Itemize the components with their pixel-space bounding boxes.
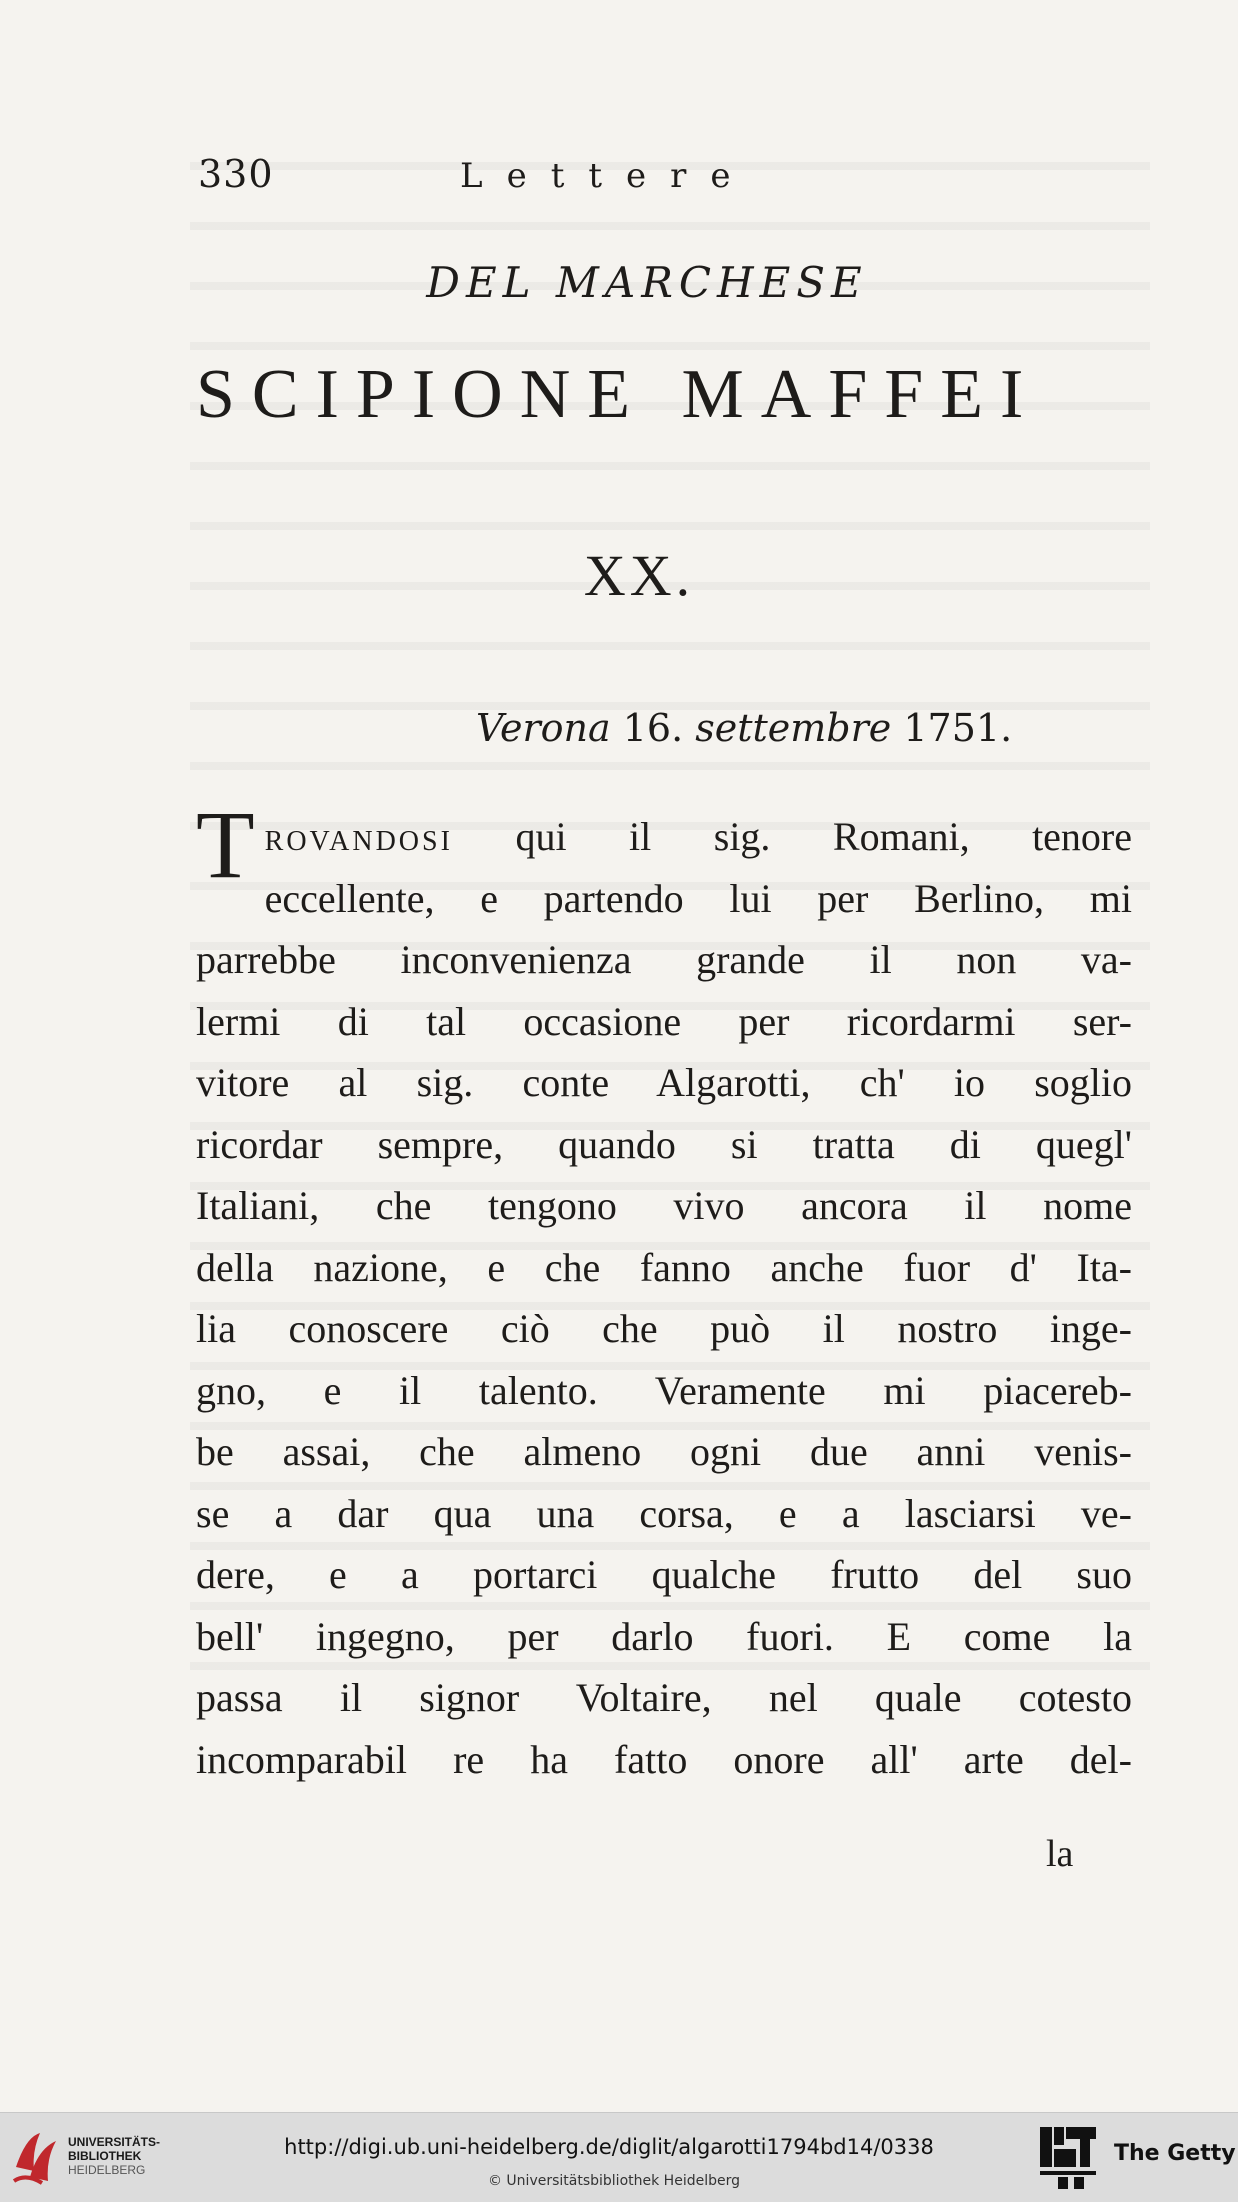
drop-cap: T [196,791,255,898]
page-header [198,152,1138,202]
text-line: incomparabil re ha fatto onore all' arte del- [196,1736,1132,1782]
text-line: passa il signor Voltaire, nel quale cotesto [196,1675,1132,1720]
dateline-day: 16. [622,706,684,750]
dateline [476,706,1116,750]
opening-small-caps: rovandosi [264,814,453,859]
text-line: ricordar sempre, quando si tratta di quegl' [196,1121,1132,1167]
ub-name-line-2: BIBLIOTHEK [68,2149,142,2163]
letter-body [196,791,1133,1790]
text-line: lermi di tal occasione per ricordarmi ser- [196,998,1132,1044]
first-line-rest: qui il sig. Romani, tenore [515,814,1133,859]
text-line [196,806,1132,868]
permalink-url[interactable]: http://digi.ub.uni-heidelberg.de/diglit/algarotti1794bd14/0338 [284,2135,934,2159]
text-line: se a dar qua una corsa, e a lasciarsi ve- [196,1490,1132,1536]
letter-number: XX. [583,543,695,608]
text-line: gno, e il talento. Veramente mi piacereb- [196,1367,1132,1413]
copyright-notice: © Universitätsbibliothek Heidelberg [487,2173,740,2189]
text-line: Italiani, che tengono vivo ancora il nome [196,1183,1132,1228]
text-line: lia conoscere ciò che può il nostro inge- [196,1306,1132,1351]
dateline-place: Verona [476,706,611,750]
dateline-month: settembre [695,706,892,750]
getty-label[interactable]: The Getty [1114,2141,1236,2166]
author-name: SCIPIONE MAFFEI [196,356,1041,433]
dateline-year: 1751. [903,706,1013,750]
text-line: parrebbe inconvenienza grande il non va- [196,937,1132,982]
running-title: Lettere [460,156,755,196]
text-line: bell' ingegno, per darlo fuori. E come la [196,1613,1132,1659]
footer-bar [0,2112,1238,2202]
text-line: della nazione, e che fanno anche fuor d' Ita- [196,1244,1132,1290]
text-line: dere, e a portarci qualche frutto del suo [196,1552,1132,1597]
text-line: be assai, che almeno ogni due anni venis- [196,1429,1132,1474]
author-line: DEL MARCHESE [426,258,868,307]
catchword: la [1046,1833,1074,1875]
text-line: vitore al sig. conte Algarotti, ch' io soglio [196,1060,1132,1105]
ub-name-line-3: HEIDELBERG [68,2163,146,2177]
getty-icon[interactable] [1040,2127,1096,2189]
ub-name-line-1: UNIVERSITÄTS- [68,2135,161,2149]
text-line: eccellente, e partendo lui per Berlino, mi [264,875,1132,921]
page-number: 330 [198,152,274,196]
